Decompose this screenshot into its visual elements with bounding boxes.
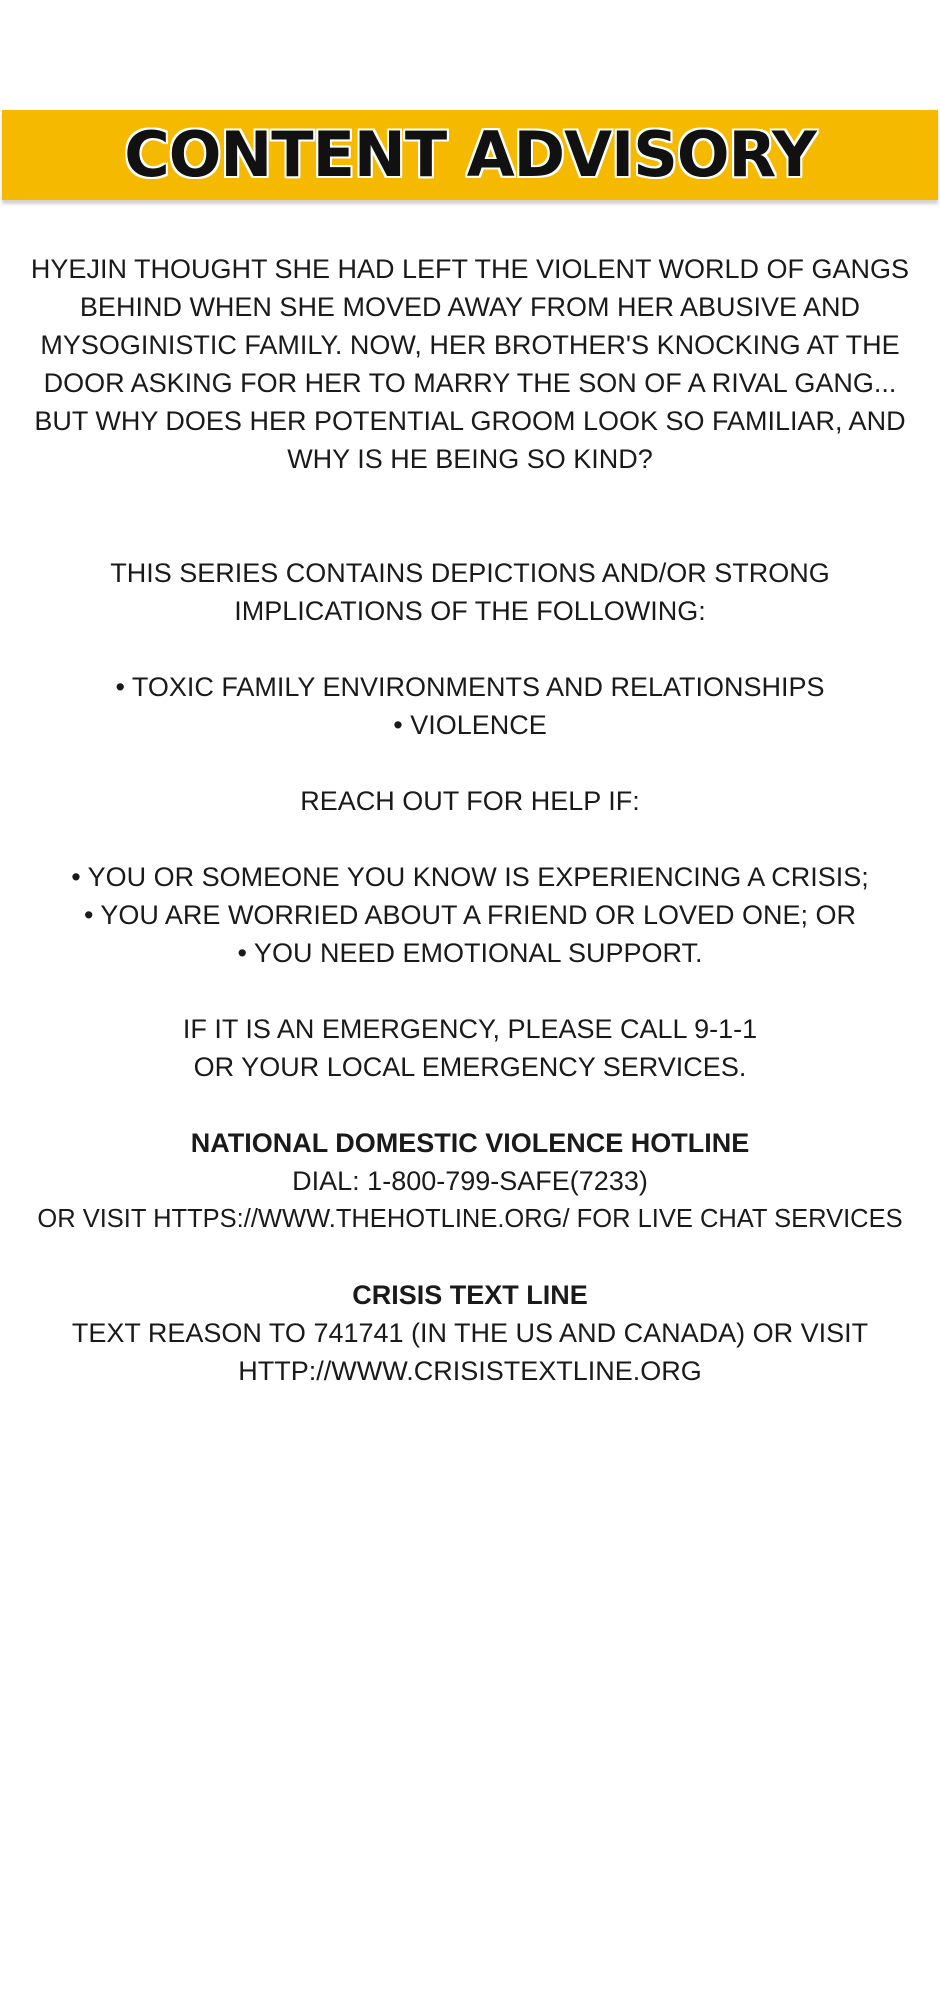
synopsis-line: BUT WHY DOES HER POTENTIAL GROOM LOOK SO FAMILIAR, AND xyxy=(34,406,906,436)
synopsis-line: HYEJIN THOUGHT SHE HAD LEFT THE VIOLENT WORLD OF GANGS xyxy=(30,254,910,284)
help-list xyxy=(30,858,910,972)
warning-intro xyxy=(30,554,910,630)
content-advisory-banner xyxy=(2,110,938,200)
synopsis-line: WHY IS HE BEING SO KIND? xyxy=(287,444,653,474)
warning-list xyxy=(30,668,910,744)
crisis-text-section xyxy=(30,1276,910,1390)
hotline-visit: OR VISIT HTTPS://WWW.THEHOTLINE.ORG/ FOR LIVE CHAT SERVICES xyxy=(37,1205,903,1233)
help-item: • YOU ARE WORRIED ABOUT A FRIEND OR LOVED ONE; OR xyxy=(83,900,857,930)
hotline-dial: DIAL: 1-800-799-SAFE(7233) xyxy=(292,1166,648,1196)
warning-intro-line: THIS SERIES CONTAINS DEPICTIONS AND/OR STRONG xyxy=(110,558,830,588)
crisis-text-url: HTTP://WWW.CRISISTEXTLINE.ORG xyxy=(238,1356,702,1386)
hotline-section xyxy=(30,1124,910,1238)
help-intro-line: REACH OUT FOR HELP IF: xyxy=(300,786,640,816)
help-item: • YOU NEED EMOTIONAL SUPPORT. xyxy=(237,938,703,968)
emergency-line: OR YOUR LOCAL EMERGENCY SERVICES. xyxy=(193,1052,747,1082)
advisory-content xyxy=(30,250,910,1390)
emergency-notice xyxy=(30,1010,910,1086)
crisis-text-line: TEXT REASON TO 741741 (IN THE US AND CANADA) OR VISIT xyxy=(71,1318,869,1348)
synopsis-line: MYSOGINISTIC FAMILY. NOW, HER BROTHER'S KNOCKING AT THE xyxy=(40,330,900,360)
warning-item: • VIOLENCE xyxy=(393,710,547,740)
warning-intro-line: IMPLICATIONS OF THE FOLLOWING: xyxy=(234,596,706,626)
synopsis-line: DOOR ASKING FOR HER TO MARRY THE SON OF A RIVAL GANG... xyxy=(43,368,897,398)
synopsis xyxy=(30,250,910,478)
warning-item: • TOXIC FAMILY ENVIRONMENTS AND RELATIONSHIPS xyxy=(115,672,825,702)
crisis-text-title: CRISIS TEXT LINE xyxy=(352,1280,588,1310)
synopsis-line: BEHIND WHEN SHE MOVED AWAY FROM HER ABUSIVE AND xyxy=(79,292,861,322)
hotline-title: NATIONAL DOMESTIC VIOLENCE HOTLINE xyxy=(190,1128,750,1158)
emergency-line: IF IT IS AN EMERGENCY, PLEASE CALL 9-1-1 xyxy=(182,1014,758,1044)
banner-title: CONTENT ADVISORY xyxy=(124,118,816,191)
help-item: • YOU OR SOMEONE YOU KNOW IS EXPERIENCING A CRISIS; xyxy=(71,862,869,892)
help-intro xyxy=(30,782,910,820)
